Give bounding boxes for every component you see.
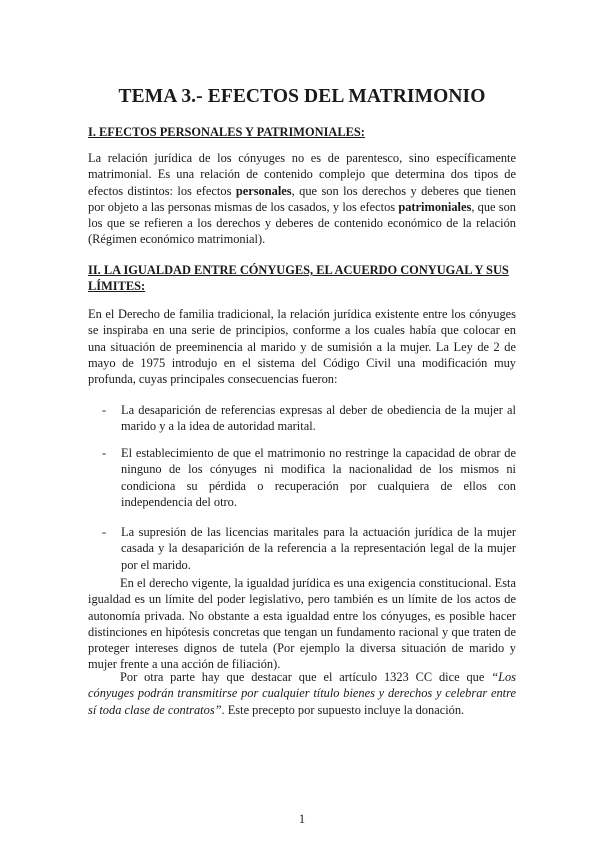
page-number: 1	[298, 812, 306, 826]
dash-bullet: -	[102, 403, 107, 417]
section-heading-1: I. EFECTOS PERSONALES Y PATRIMONIALES:	[88, 125, 365, 139]
section-2-paragraph-2: En el derecho vigente, la igualdad jurídica es una exigencia constitucional. Esta igualdad es un límite del poder legislativo, pero también es un límite de los actos de autonomía privada. No obstante a esta igualdad entre los cónyuges, es posible hacer distinciones en hipótesis concretas que tengan un fundamento racional y que traten de proteger intereses dignos de tutela (Por ejemplo la diversa situación de marido y mujer frente a una acción de filiación).	[88, 576, 516, 672]
list-item-text: La desaparición de referencias expresas al deber de obediencia de la mujer al marido y a la idea de autoridad marital.	[121, 403, 516, 434]
bold-term-personales: personales	[235, 183, 292, 198]
list-item	[88, 402, 516, 435]
list-item	[88, 524, 516, 573]
section-1-paragraph	[88, 150, 516, 248]
para-text: , que son los que se refieren a los derechos y deberes de contenido económico de la relación (Régimen económico matrimonial).	[88, 199, 516, 247]
section-2-paragraph-3	[88, 669, 516, 718]
page-title: TEMA 3.- EFECTOS DEL MATRIMONIO	[118, 86, 486, 107]
list-item-text: La supresión de las licencias maritales para la actuación jurídica de la mujer casada y la desaparición de la referencia a la representación legal de la mujer por el marido.	[121, 525, 516, 572]
dash-bullet: -	[102, 446, 107, 460]
para-text: Por otra parte hay que destacar que el artículo 1323 CC dice que	[120, 670, 492, 684]
para-text: , que son los derechos y deberes que tienen por objeto a las personas mismas de los casados, y los efectos	[88, 183, 516, 214]
section-2-intro: En el Derecho de familia tradicional, la relación jurídica existente entre los cónyuges se inspiraba en una serie de principios, conforme a los cuales había que colocar en una situación de preeminencia al marido y de sumisión a la mujer. La Ley de 2 de mayo de 1975 introdujo en el sistema del Código Civil una modificación muy profunda, cuyas principales consecuencias fueron:	[88, 307, 516, 387]
section-heading-2: II. LA IGUALDAD ENTRE CÓNYUGES, EL ACUERDO CONYUGAL Y SUS LÍMITES:	[88, 263, 509, 293]
list-item-text: El establecimiento de que el matrimonio no restringe la capacidad de obrar de ninguno de los cónyuges ni modifica la nacionalidad de los mismos ni condiciona su pérdida o recuperación por cualquiera de ellos con independencia del otro.	[121, 446, 516, 509]
article-quote: “Los cónyuges podrán transmitirse por cualquier título bienes y derechos y celebrar entre sí toda clase de contratos”	[88, 670, 516, 717]
bold-term-patrimoniales: patrimoniales	[398, 199, 472, 214]
para-text: La relación jurídica de los cónyuges no es de parentesco, sino específicamente matrimonial. Es una relación de contenido complejo que determina dos tipos de efectos distintos: los efectos	[88, 151, 516, 198]
dash-bullet: -	[102, 525, 107, 539]
list-item	[88, 445, 516, 510]
para-text: . Este precepto por supuesto incluye la donación.	[221, 702, 465, 717]
